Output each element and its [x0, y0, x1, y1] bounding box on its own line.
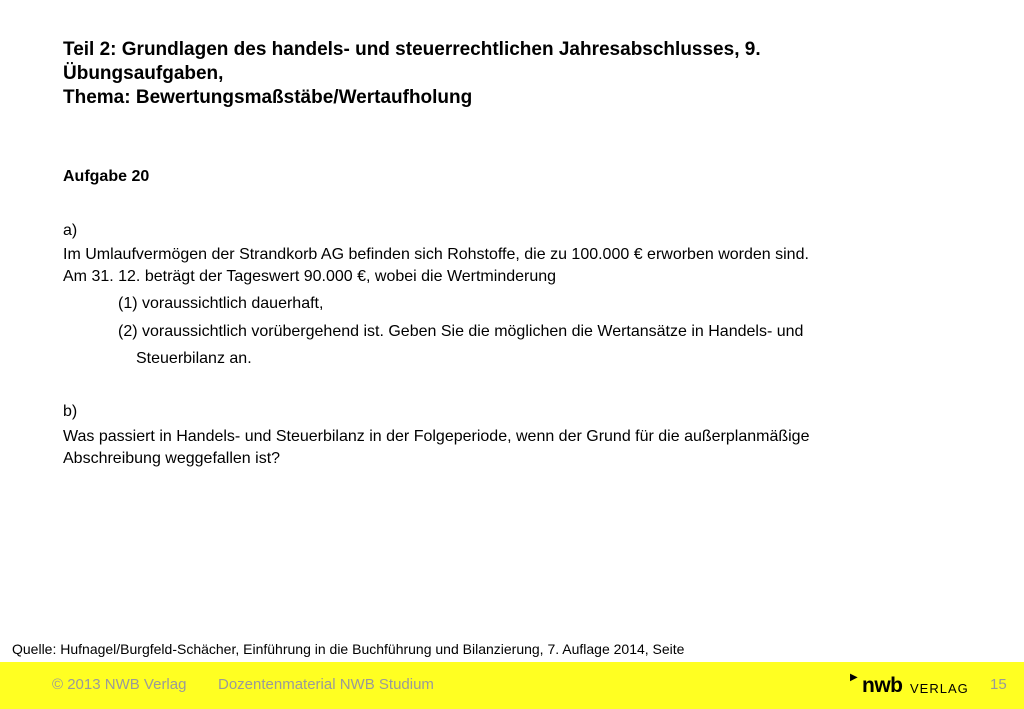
footer-bar: [0, 662, 1024, 709]
part-b-text-line-2: Abschreibung weggefallen ist?: [63, 450, 281, 467]
part-a-text-line-2: Am 31. 12. beträgt der Tageswert 90.000 €, wobei die Wertminderung: [63, 268, 557, 285]
title-line-1: Teil 2: Grundlagen des handels- und steuerrechtlichen Jahresabschlusses, 9.: [63, 39, 761, 60]
part-a-text-line-1: Im Umlaufvermögen der Strandkorb AG befinden sich Rohstoffe, die zu 100.000 € erworben worden sind.: [63, 246, 809, 263]
part-b-label: b): [63, 403, 78, 420]
footer-material: Dozentenmaterial NWB Studium: [218, 676, 434, 693]
title-line-3: Thema: Bewertungsmaßstäbe/Wertaufholung: [63, 87, 473, 108]
option-2-continuation: Steuerbilanz an.: [136, 350, 252, 367]
logo-nwb-text: nwb: [862, 674, 903, 697]
source-line-1: Quelle: Hufnagel/Burgfeld-Schächer, Einführung in die Buchführung und Bilanzierung, 7. Auflage 2014, Seite: [12, 641, 685, 657]
footer-copyright: © 2013 NWB Verlag: [52, 676, 187, 693]
option-2: (2) voraussichtlich vorübergehend ist. Geben Sie die möglichen die Wertansätze in Handels- und: [118, 323, 804, 340]
title-line-2: Übungsaufgaben,: [63, 63, 224, 84]
task-heading: Aufgabe 20: [63, 168, 150, 185]
nwb-logo: [850, 670, 980, 700]
option-1: (1) voraussichtlich dauerhaft,: [118, 295, 324, 312]
slide-title: [63, 38, 963, 110]
logo-verlag-text: VERLAG: [910, 681, 969, 696]
part-b-text-line-1: Was passiert in Handels- und Steuerbilanz in der Folgeperiode, wenn der Grund für die außerplanmäßige: [63, 428, 810, 445]
page-number: 15: [990, 676, 1007, 693]
logo-arrow-icon: ▶: [850, 672, 858, 683]
part-a-label: a): [63, 222, 78, 239]
